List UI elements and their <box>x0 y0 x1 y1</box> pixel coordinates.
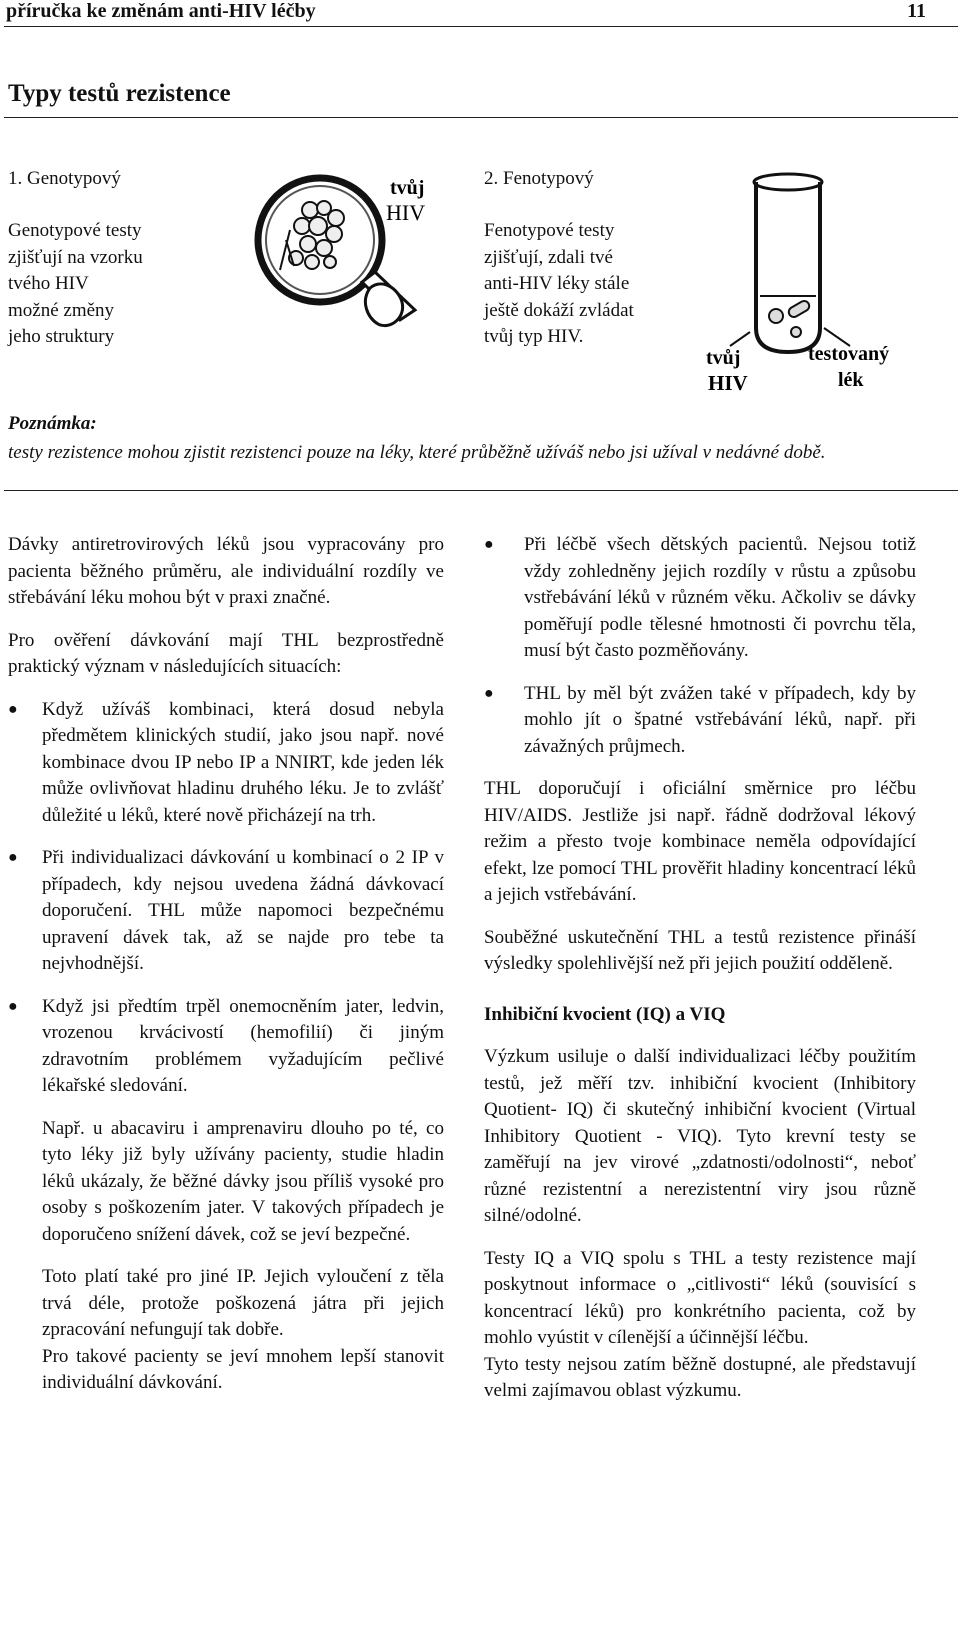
phenotype-description <box>484 218 704 351</box>
bullet-item <box>8 845 444 978</box>
hand-icon <box>365 284 402 326</box>
bullet-text: THL by měl být zvážen také v případech, kdy by mohlo jít o špatné vstřebávání léků, např. při závažných průjmech. <box>524 682 916 757</box>
bullet-item <box>484 681 916 761</box>
tube-label-lek: lék <box>838 369 864 391</box>
genotype-line: tvého HIV <box>8 273 89 294</box>
paragraph: Např. u abacaviru i amprenaviru dlouho po té, co tyto léky již byly užívány pacienty, studie hladin léků ukázaly, že běžné dávky jsou příliš vysoké pro osoby s poškozením jater. V takových případech je doporučeno snížení dávek, což se jeví bezpečné. <box>42 1117 444 1245</box>
tube-label-hiv: HIV <box>708 371 748 395</box>
paragraph: Toto platí také pro jiné IP. Jejich vyloučení z těla trvá déle, protože poškozená játra při jejich zpracování nefungují tak dobře. <box>42 1266 444 1340</box>
genotype-line: jeho struktury <box>8 326 115 347</box>
figure-label-tvuj: tvůj <box>390 177 425 199</box>
page-number: 11 <box>907 0 926 22</box>
bullet-item <box>8 697 444 830</box>
bullet-item <box>8 994 444 1100</box>
bullet-text: Při individualizaci dávkování u kombinací o 2 IP v případech, kdy nejsou uvedena žádná dávkovací doporučení. THL může napomoci bezpečnému upravení dávek tak, až se najde pro tebe ta nejvhodnější. <box>42 847 444 974</box>
tube-label-tvuj: tvůj <box>706 347 741 369</box>
paragraph: THL doporučují i oficiální směrnice pro léčbu HIV/AIDS. Jestliže jsi např. řádně dodržoval lékový režim a přesto tvoje kombinace neměla odpovídající efekt, lze pomocí THL prověřit hladiny koncentrací léků a jejich vstřebávání. <box>484 778 916 905</box>
magnifying-glass-illustration <box>250 170 440 345</box>
note-rule <box>4 490 958 491</box>
genotype-description <box>8 218 238 351</box>
bullet-icon: ● <box>484 536 494 553</box>
bullet-text: Když jsi předtím trpěl onemocněním jater, ledvin, vrozenou krvácivostí (hemofilií) či jiným zdravotním problémem vyžadujícím pečlivé lékařské sledování. <box>42 995 444 1096</box>
note-label: Poznámka: <box>8 413 97 434</box>
right-column <box>484 532 916 1405</box>
test-tube-illustration <box>700 168 920 400</box>
paragraph: Dávky antiretrovirových léků jsou vypracovány pro pacienta běžného průměru, ale individuální rozdíly ve střebávání léku mohou být v praxi značné. <box>8 534 444 608</box>
bullet-icon: ● <box>8 849 18 866</box>
genotype-line: Genotypové testy <box>8 220 142 241</box>
paragraph: Tyto testy nejsou zatím běžně dostupné, ale představují velmi zajímavou oblast výzkumu. <box>484 1353 916 1401</box>
bullet-icon: ● <box>8 700 18 718</box>
tube-body <box>756 182 820 352</box>
phenotype-line: tvůj typ HIV. <box>484 326 584 347</box>
phenotype-line: zjišťují, zdali tvé <box>484 246 613 268</box>
bullet-text: Když užíváš kombinaci, která dosud nebyla předmětem klinických studií, jako jsou např. nové kombinace dvou IP nebo IP a NNIRT, kde jeden lék může ovlivňovat hladinu druhého léku. Je to zvlášť důležité u léků, které nově přicházejí na trh. <box>42 698 444 826</box>
paragraph: Souběžné uskutečnění THL a testů rezistence přináší výsledky spolehlivější než při jejich použití odděleně. <box>484 926 916 974</box>
phenotype-line: anti-HIV léky stále <box>484 273 630 294</box>
header-rule <box>4 26 958 27</box>
genotype-heading: 1. Genotypový <box>8 168 121 189</box>
paragraph: Testy IQ a VIQ spolu s THL a testy rezistence mají poskytnout informace o „citlivosti“ léků (souvisící s koncentrací léků) pro konkrétního pacienta, což by mohlo vyústit v cílenější a účinnější léčbu. <box>484 1247 916 1348</box>
pill-and-virus-icon <box>769 299 811 337</box>
figure-label-hiv: HIV <box>386 200 426 225</box>
indented-block <box>8 1116 444 1397</box>
running-header: příručka ke změnám anti-HIV léčby <box>6 0 316 22</box>
section-title: Typy testů rezistence <box>8 80 231 107</box>
paragraph: Pro ověření dávkování mají THL bezprostředně praktický význam v následujících situacích: <box>8 629 444 677</box>
bullet-text: Při léčbě všech dětských pacientů. Nejsou totiž vždy zohledněny jejich rozdíly v růstu a způsobu vstřebávání léků v různém věku. Ačkoliv se dávky poměřují podle tělesné hmotnosti či povrchu těla, musí být často pozměňovány. <box>524 534 916 661</box>
bullet-icon: ● <box>484 684 494 702</box>
genotype-line: možné změny <box>8 299 115 321</box>
phenotype-line: Fenotypové testy <box>484 220 615 241</box>
paragraph: Pro takové pacienty se jeví mnohem lepší stanovit individuální dávkování. <box>42 1345 444 1393</box>
genotype-line: zjišťují na vzorku <box>8 246 143 268</box>
phenotype-line: ještě dokáží zvládat <box>484 299 634 321</box>
paragraph: Výzkum usiluje o další individualizaci léčby použitím testů, jež měří tzv. inhibiční kvocient (Inhibitory Quotient- IQ) či skutečný inhibiční kvocient (Virtual Inhibitory Quotient - VIQ). Tyto krevní testy se zaměřují na jev virové „zdatnosti/odolnosti“, neboť různé rezistentní a nerezistentní viry jsou různě silné/odolné. <box>484 1046 916 1226</box>
bullet-item <box>484 532 916 665</box>
phenotype-heading: 2. Fenotypový <box>484 168 594 189</box>
section-rule <box>4 117 958 118</box>
bullet-icon: ● <box>8 997 18 1015</box>
tube-rim <box>754 174 822 190</box>
note-text: testy rezistence mohou zjistit rezistenci pouze na léky, které průběžně užíváš nebo jsi užíval v nedávné době. <box>8 442 826 463</box>
subheading: Inhibiční kvocient (IQ) a VIQ <box>484 1003 726 1025</box>
tube-label-testovany: testovaný <box>808 343 890 365</box>
virus-cluster-icon <box>289 201 344 269</box>
left-column <box>8 532 444 1397</box>
